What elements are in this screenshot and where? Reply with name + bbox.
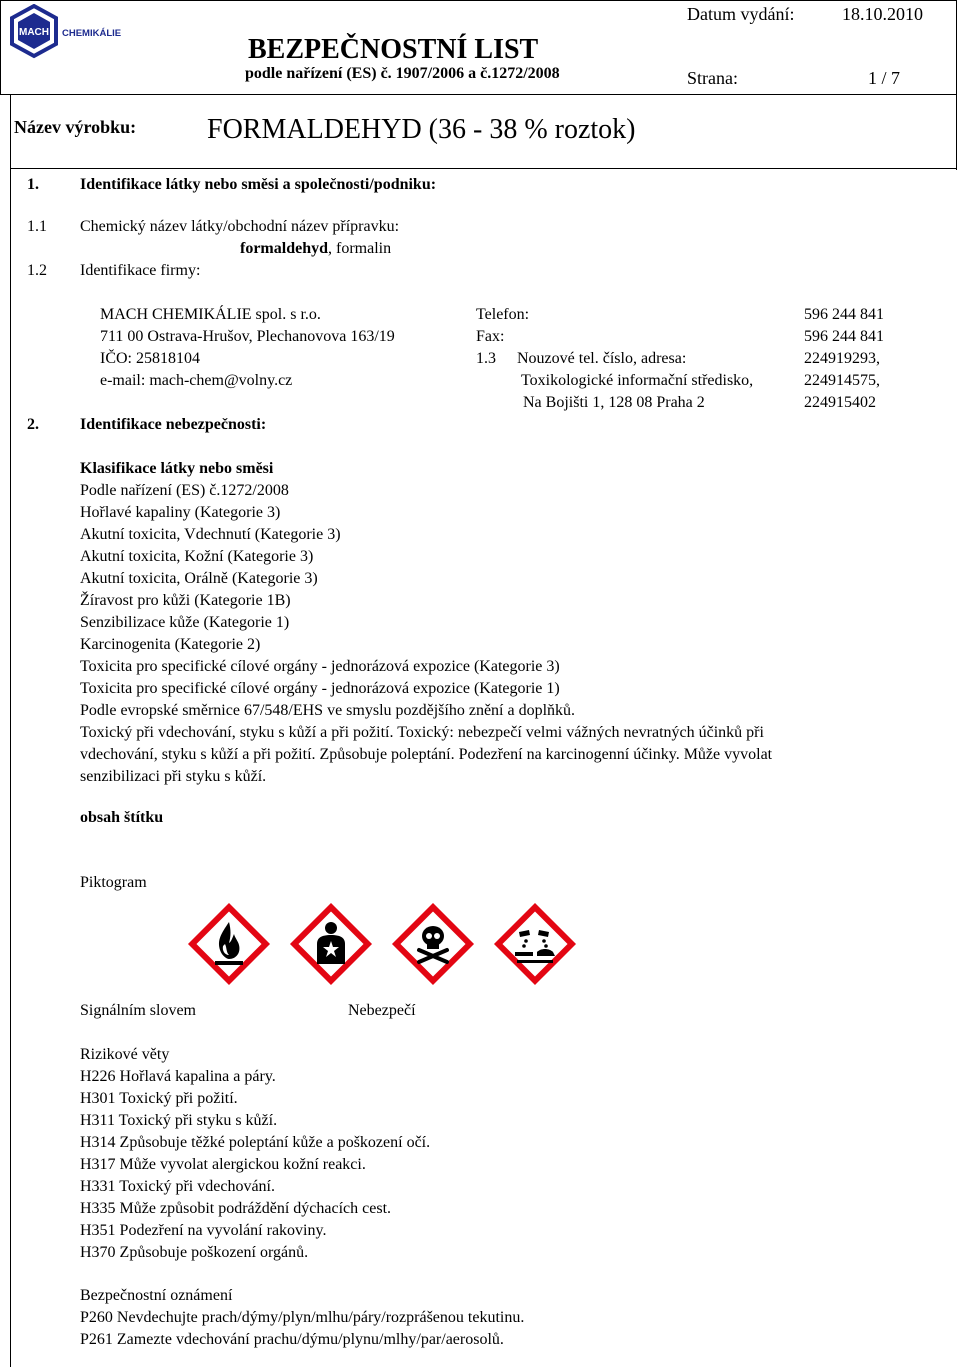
classification-line: Senzibilizace kůže (Kategorie 1)	[80, 614, 290, 631]
section12-label: Identifikace firmy:	[80, 262, 201, 279]
precautionary-statement: P260 Nevdechujte prach/dýmy/plyn/mlhu/páry/rozprášenou tekutinu.	[80, 1309, 525, 1326]
right-border	[956, 95, 957, 170]
toxicology-center: Toxikologické informační středisko,	[521, 372, 754, 389]
emergency-phone-1: 224919293,	[804, 350, 880, 367]
classification-line: senzibilizaci při styku s kůží.	[80, 768, 267, 785]
company-email: e-mail: mach-chem@volny.cz	[100, 372, 293, 389]
phone-label: Telefon:	[476, 306, 530, 323]
company-ico: IČO: 25818104	[100, 350, 200, 367]
risk-phrases-heading: Rizikové věty	[80, 1046, 170, 1063]
classification-line: Akutní toxicita, Orálně (Kategorie 3)	[80, 570, 318, 587]
classification-line: Podle evropské směrnice 67/548/EHS ve smyslu pozdějšího znění a doplňků.	[80, 702, 576, 719]
section13-number: 1.3	[476, 350, 496, 367]
signal-word-value: Nebezpečí	[348, 1002, 416, 1019]
risk-phrase: H314 Způsobuje těžké poleptání kůže a poškození očí.	[80, 1134, 431, 1151]
precautionary-statement: P261 Zamezte vdechování prachu/dýmu/plynu/mlhy/par/aerosolů.	[80, 1331, 504, 1348]
company-name: MACH CHEMIKÁLIE spol. s r.o.	[100, 306, 321, 323]
risk-phrase: H226 Hořlavá kapalina a páry.	[80, 1068, 276, 1085]
section11-number: 1.1	[27, 218, 47, 235]
precautionary-heading: Bezpečnostní oznámení	[80, 1287, 233, 1304]
classification-line: Akutní toxicita, Vdechnutí (Kategorie 3)	[80, 526, 341, 543]
svg-text:CHEMIKÁLIE: CHEMIKÁLIE	[62, 28, 122, 39]
risk-phrase: H335 Může způsobit podráždění dýchacích cest.	[80, 1200, 392, 1217]
section1-heading: Identifikace látky nebo směsi a společnosti/podniku:	[80, 176, 437, 193]
section2-heading: Identifikace nebezpečnosti:	[80, 416, 267, 433]
date-label: Datum vydání:	[687, 4, 795, 24]
risk-phrase: H331 Toxický při vdechování.	[80, 1178, 275, 1195]
emergency-phone-3: 224915402	[804, 394, 876, 411]
signal-word-label: Signálním slovem	[80, 1002, 196, 1019]
product-label: Název výrobku:	[14, 117, 137, 137]
classification-line: Toxicita pro specifické cílové orgány - jednorázová expozice (Kategorie 1)	[80, 680, 560, 697]
precautionary-list	[80, 1307, 524, 1351]
flame-icon	[187, 902, 271, 986]
substance-name	[240, 238, 391, 260]
phone-value: 596 244 841	[804, 306, 884, 323]
company-address: 711 00 Ostrava-Hrušov, Plechanovova 163/19	[100, 328, 395, 345]
product-name: FORMALDEHYD (36 - 38 % roztok)	[207, 114, 636, 145]
svg-text:MACH: MACH	[19, 27, 49, 38]
classification-line: Hořlavé kapaliny (Kategorie 3)	[80, 504, 281, 521]
fax-value: 596 244 841	[804, 328, 884, 345]
skull-crossbones-icon	[391, 902, 475, 986]
emergency-phone-2: 224914575,	[804, 372, 880, 389]
date-value: 18.10.2010	[842, 4, 923, 24]
classification-list	[80, 480, 772, 788]
risk-phrases-list	[80, 1066, 430, 1264]
substance-name-rest: , formalin	[328, 240, 392, 257]
classification-line: Toxický při vdechování, styku s kůží a při požití. Toxický: nebezpečí velmi vážných nevratných účinků při	[80, 724, 764, 741]
page-label: Strana:	[687, 68, 738, 88]
classification-line: Podle nařízení (ES) č.1272/2008	[80, 482, 289, 499]
classification-line: Akutní toxicita, Kožní (Kategorie 3)	[80, 548, 314, 565]
left-border	[10, 95, 11, 1367]
pictogram-label: Piktogram	[80, 874, 147, 891]
risk-phrase: H370 Způsobuje poškození orgánů.	[80, 1244, 309, 1261]
substance-name-bold: formaldehyd	[240, 240, 328, 257]
risk-phrase: H301 Toxický při požití.	[80, 1090, 238, 1107]
classification-line: Toxicita pro specifické cílové orgány - jednorázová expozice (Kategorie 3)	[80, 658, 560, 675]
emergency-label: Nouzové tel. číslo, adresa:	[517, 350, 687, 367]
toxicology-address: Na Bojišti 1, 128 08 Praha 2	[523, 394, 705, 411]
section12-number: 1.2	[27, 262, 47, 279]
risk-phrase: H317 Může vyvolat alergickou kožní reakci.	[80, 1156, 366, 1173]
classification-line: Karcinogenita (Kategorie 2)	[80, 636, 261, 653]
document-title: BEZPEČNOSTNÍ LIST	[248, 34, 539, 65]
risk-phrase: H351 Podezření na vyvolání rakoviny.	[80, 1222, 327, 1239]
corrosion-icon	[493, 902, 577, 986]
classification-line: vdechování, styku s kůží a při požití. Způsobuje poleptání. Podezření na karcinogenní účinky. Může vyvolat	[80, 746, 773, 763]
document-subtitle: podle nařízení (ES) č. 1907/2006 a č.1272/2008	[245, 65, 560, 82]
company-logo	[8, 4, 128, 62]
section1-number: 1.	[27, 176, 39, 193]
label-heading: obsah štítku	[80, 809, 164, 826]
health-hazard-icon	[289, 902, 373, 986]
fax-label: Fax:	[476, 328, 505, 345]
product-divider	[10, 168, 957, 169]
classification-line: Žíravost pro kůži (Kategorie 1B)	[80, 592, 291, 609]
section2-number: 2.	[27, 416, 39, 433]
section11-label: Chemický název látky/obchodní název přípravku:	[80, 218, 400, 235]
risk-phrase: H311 Toxický při styku s kůží.	[80, 1112, 278, 1129]
page-number: 1 / 7	[868, 68, 901, 88]
classification-heading: Klasifikace látky nebo směsi	[80, 460, 274, 477]
